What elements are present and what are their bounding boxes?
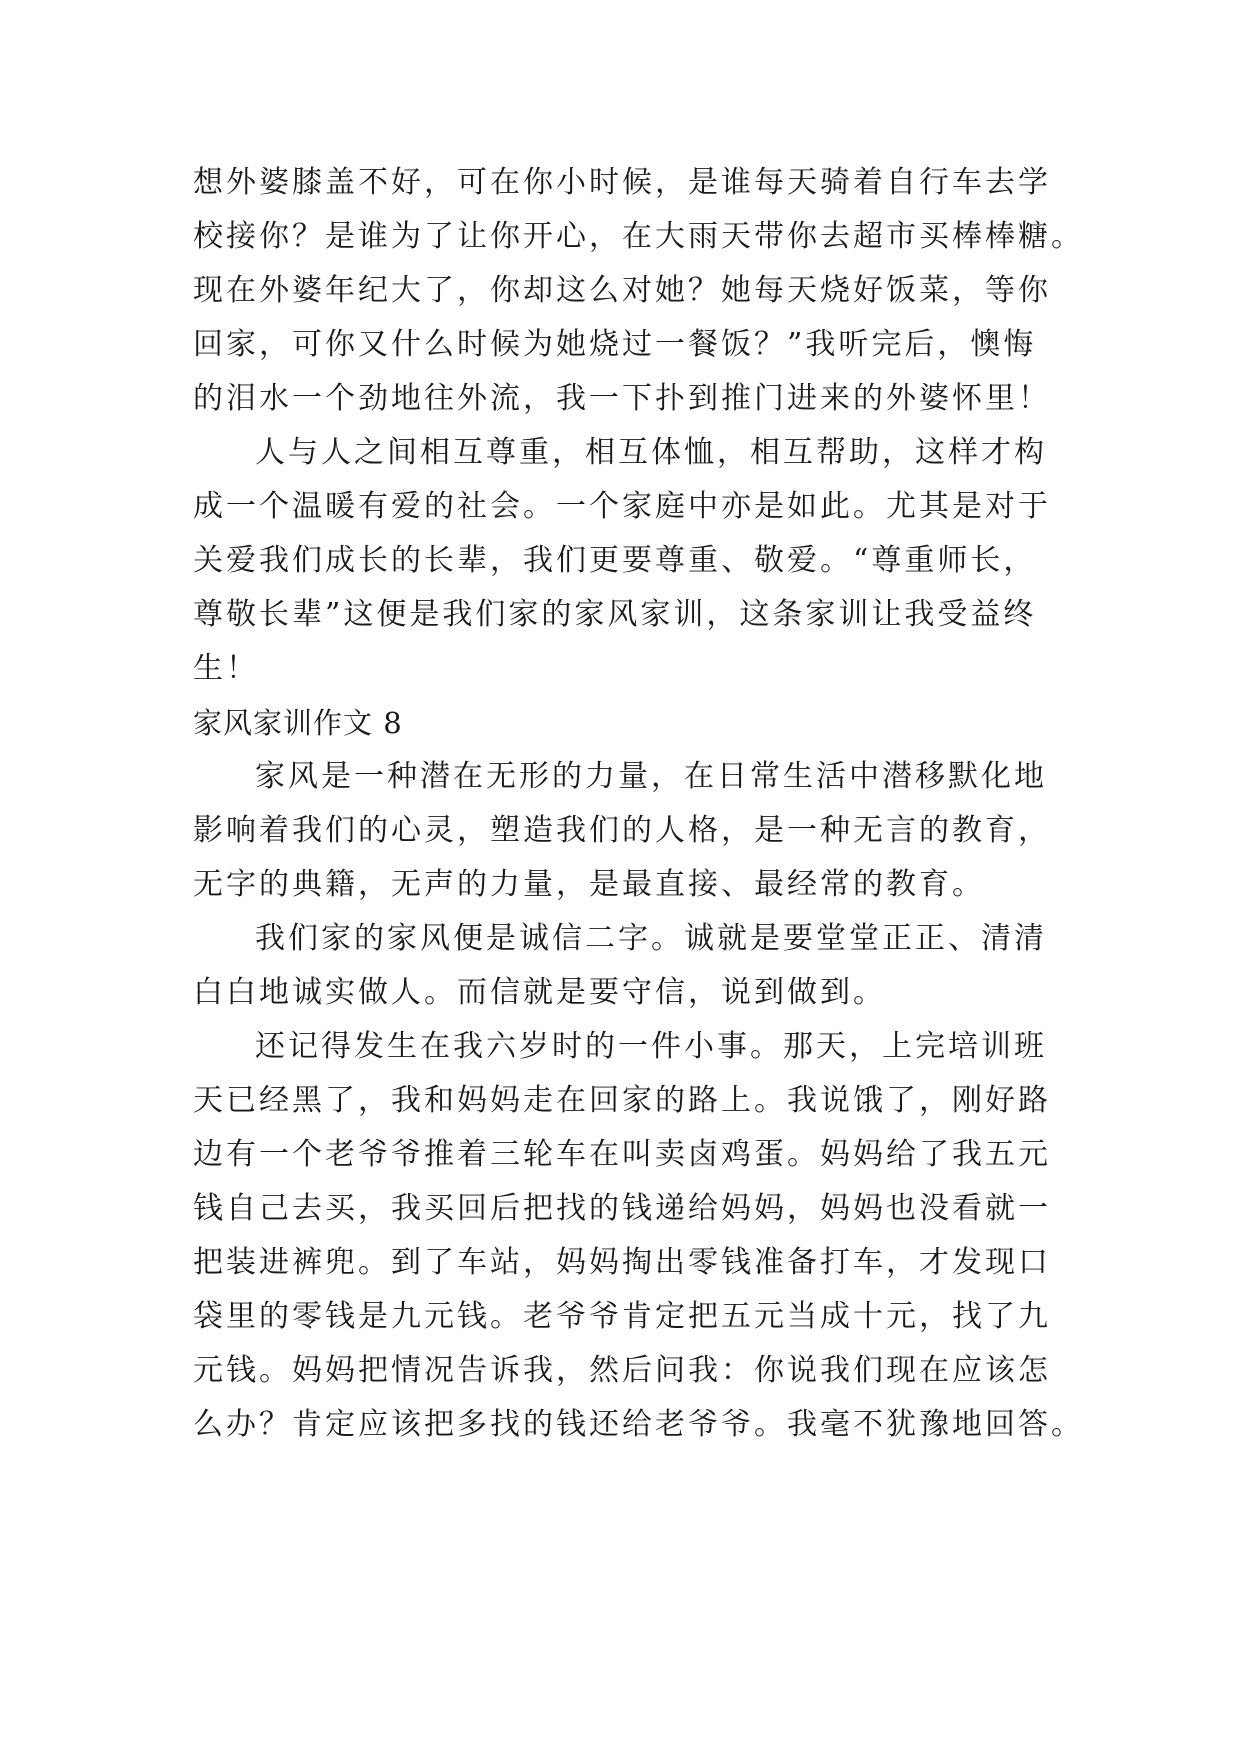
text-line: 尊敬长辈”这便是我们家的家风家训，这条家训让我受益终 — [193, 597, 1037, 632]
text-line: 回家，可你又什么时候为她烧过一餐饭？”我听完后，懊悔 — [193, 327, 1037, 362]
paragraph-first-line: 还记得发生在我六岁时的一件小事。那天，上完培训班 — [255, 1029, 1047, 1064]
text-line: 边有一个老爷爷推着三轮车在叫卖卤鸡蛋。妈妈给了我五元 — [193, 1137, 1051, 1172]
text-line: 么办？肯定应该把多找的钱还给老爷爷。我毫不犹豫地回答。 — [193, 1407, 1084, 1442]
text-line: 想外婆膝盖不好，可在你小时候，是谁每天骑着自行车去学 — [193, 165, 1051, 200]
text-line: 的泪水一个劲地往外流，我一下扑到推门进来的外婆怀里！ — [193, 381, 1051, 416]
paragraph-first-line: 家风是一种潜在无形的力量，在日常生活中潜移默化地 — [255, 759, 1047, 794]
text-line: 成一个温暖有爱的社会。一个家庭中亦是如此。尤其是对于 — [193, 489, 1051, 524]
paragraph-first-line: 我们家的家风便是诚信二字。诚就是要堂堂正正、清清 — [255, 921, 1047, 956]
text-line: 钱自己去买，我买回后把找的钱递给妈妈，妈妈也没看就一 — [193, 1191, 1051, 1226]
text-line: 关爱我们成长的长辈，我们更要尊重、敬爱。“尊重师长， — [193, 543, 1037, 578]
text-line: 袋里的零钱是九元钱。老爷爷肯定把五元当成十元，找了九 — [193, 1299, 1051, 1334]
text-line: 白白地诚实做人。而信就是要守信，说到做到。 — [193, 975, 886, 1010]
text-line: 天已经黑了，我和妈妈走在回家的路上。我说饿了，刚好路 — [193, 1083, 1051, 1118]
text-line: 元钱。妈妈把情况告诉我，然后问我：你说我们现在应该怎 — [193, 1353, 1051, 1388]
text-line: 现在外婆年纪大了，你却这么对她？她每天烧好饭菜，等你 — [193, 273, 1051, 308]
text-line: 把装进裤兜。到了车站，妈妈掏出零钱准备打车，才发现口 — [193, 1245, 1051, 1280]
section-heading: 家风家训作文 8 — [193, 706, 403, 740]
text-line: 无字的典籍，无声的力量，是最直接、最经常的教育。 — [193, 867, 985, 902]
text-line: 生！ — [193, 651, 259, 686]
text-line: 校接你？是谁为了让你开心，在大雨天带你去超市买棒棒糖。 — [193, 219, 1084, 254]
text-line: 影响着我们的心灵，塑造我们的人格，是一种无言的教育， — [193, 813, 1051, 848]
paragraph-first-line: 人与人之间相互尊重，相互体恤，相互帮助，这样才构 — [255, 435, 1047, 470]
